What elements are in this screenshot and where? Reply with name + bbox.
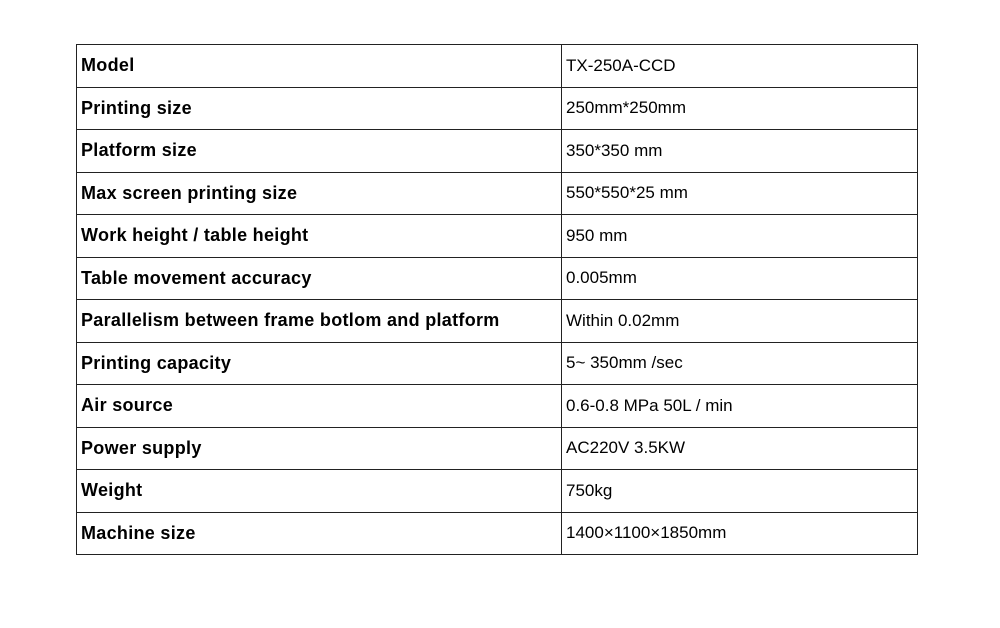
spec-label: Max screen printing size [77, 172, 562, 215]
spec-value: 250mm*250mm [562, 87, 918, 130]
table-row [77, 512, 918, 555]
spec-value: 0.6-0.8 MPa 50L / min [562, 385, 918, 428]
spec-value: 0.005mm [562, 257, 918, 300]
table-row [77, 45, 918, 88]
spec-label: Parallelism between frame botlom and platform [77, 300, 562, 343]
specification-table [76, 44, 918, 555]
spec-value: AC220V 3.5KW [562, 427, 918, 470]
table-row [77, 470, 918, 513]
spec-value: 750kg [562, 470, 918, 513]
table-row [77, 87, 918, 130]
spec-value: 350*350 mm [562, 130, 918, 173]
spec-value: 5~ 350mm /sec [562, 342, 918, 385]
spec-label: Power supply [77, 427, 562, 470]
spec-label: Table movement accuracy [77, 257, 562, 300]
table-row [77, 215, 918, 258]
spec-label: Model [77, 45, 562, 88]
table-row [77, 130, 918, 173]
spec-value: 550*550*25 mm [562, 172, 918, 215]
spec-label: Work height / table height [77, 215, 562, 258]
spec-value: 950 mm [562, 215, 918, 258]
table-row [77, 172, 918, 215]
table-row [77, 342, 918, 385]
spec-label: Printing capacity [77, 342, 562, 385]
table-row [77, 385, 918, 428]
spec-value: TX-250A-CCD [562, 45, 918, 88]
spec-label: Platform size [77, 130, 562, 173]
table-row [77, 300, 918, 343]
spec-label: Printing size [77, 87, 562, 130]
spec-label: Machine size [77, 512, 562, 555]
spec-value: Within 0.02mm [562, 300, 918, 343]
spec-value: 1400×1100×1850mm [562, 512, 918, 555]
table-row [77, 427, 918, 470]
spec-label: Weight [77, 470, 562, 513]
table-row [77, 257, 918, 300]
spec-label: Air source [77, 385, 562, 428]
